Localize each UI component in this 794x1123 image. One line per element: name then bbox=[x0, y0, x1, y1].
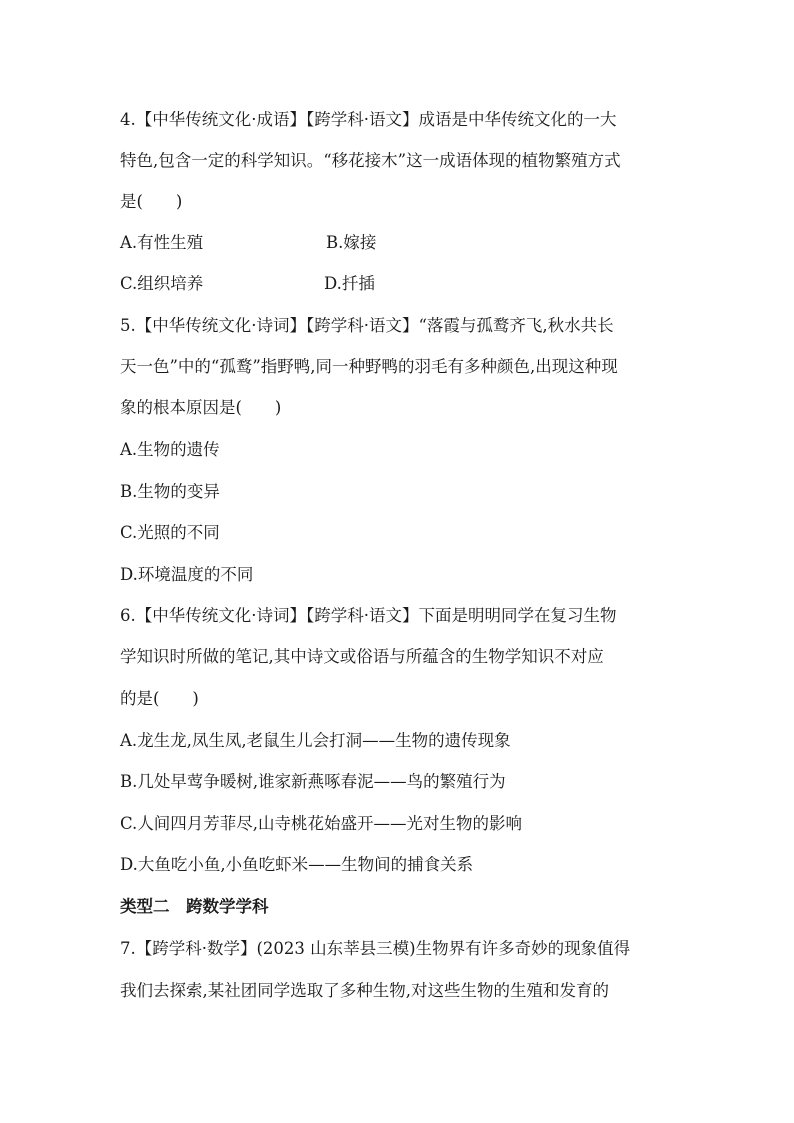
q4-option-c: C.组织培养 bbox=[120, 274, 204, 293]
q4-stem-line-3: 是( ) bbox=[120, 192, 183, 211]
q7-stem-line-2: 我们去探索,某社团同学选取了多种生物,对这些生物的生殖和发育的 bbox=[120, 981, 609, 1000]
q4-option-b: B.嫁接 bbox=[326, 233, 377, 252]
q5-option-d: D.环境温度的不同 bbox=[120, 565, 254, 584]
q4-option-d: D.扦插 bbox=[324, 274, 375, 293]
q6-option-d: D.大鱼吃小鱼,小鱼吃虾米——生物间的捕食关系 bbox=[120, 855, 474, 874]
q5-option-a: A.生物的遗传 bbox=[120, 440, 220, 459]
q6-stem-line-1: 6.【中华传统文化·诗词】【跨学科·语文】下面是明明同学在复习生物 bbox=[120, 606, 617, 625]
q5-stem-line-1: 5.【中华传统文化·诗词】【跨学科·语文】“落霞与孤鹜齐飞,秋水共长 bbox=[120, 316, 614, 335]
section-heading: 类型二 跨数学学科 bbox=[120, 897, 269, 916]
q5-option-b: B.生物的变异 bbox=[120, 482, 220, 501]
q6-stem-line-3: 的是( ) bbox=[120, 689, 199, 708]
q6-stem-line-2: 学知识时所做的笔记,其中诗文或俗语与所蕴含的生物学知识不对应 bbox=[120, 647, 604, 666]
q4-stem-line-2: 特色,包含一定的科学知识。“移花接木”这一成语体现的植物繁殖方式 bbox=[120, 151, 621, 170]
q4-option-a: A.有性生殖 bbox=[120, 233, 204, 252]
q6-option-b: B.几处早莺争暖树,谁家新燕啄春泥——鸟的繁殖行为 bbox=[120, 772, 506, 791]
q7-stem-line-1: 7.【跨学科·数学】(2023 山东莘县三模)生物界有许多奇妙的现象值得 bbox=[120, 939, 631, 958]
q6-option-c: C.人间四月芳菲尽,山寺桃花始盛开——光对生物的影响 bbox=[120, 814, 523, 833]
q5-stem-line-2: 天一色”中的“孤鹜”指野鸭,同一种野鸭的羽毛有多种颜色,出现这种现 bbox=[120, 357, 618, 376]
q6-option-a: A.龙生龙,凤生凤,老鼠生儿会打洞——生物的遗传现象 bbox=[120, 731, 511, 750]
q5-stem-line-3: 象的根本原因是( ) bbox=[120, 398, 282, 417]
q4-stem-line-1: 4.【中华传统文化·成语】【跨学科·语文】成语是中华传统文化的一大 bbox=[120, 110, 617, 129]
q5-option-c: C.光照的不同 bbox=[120, 523, 220, 542]
